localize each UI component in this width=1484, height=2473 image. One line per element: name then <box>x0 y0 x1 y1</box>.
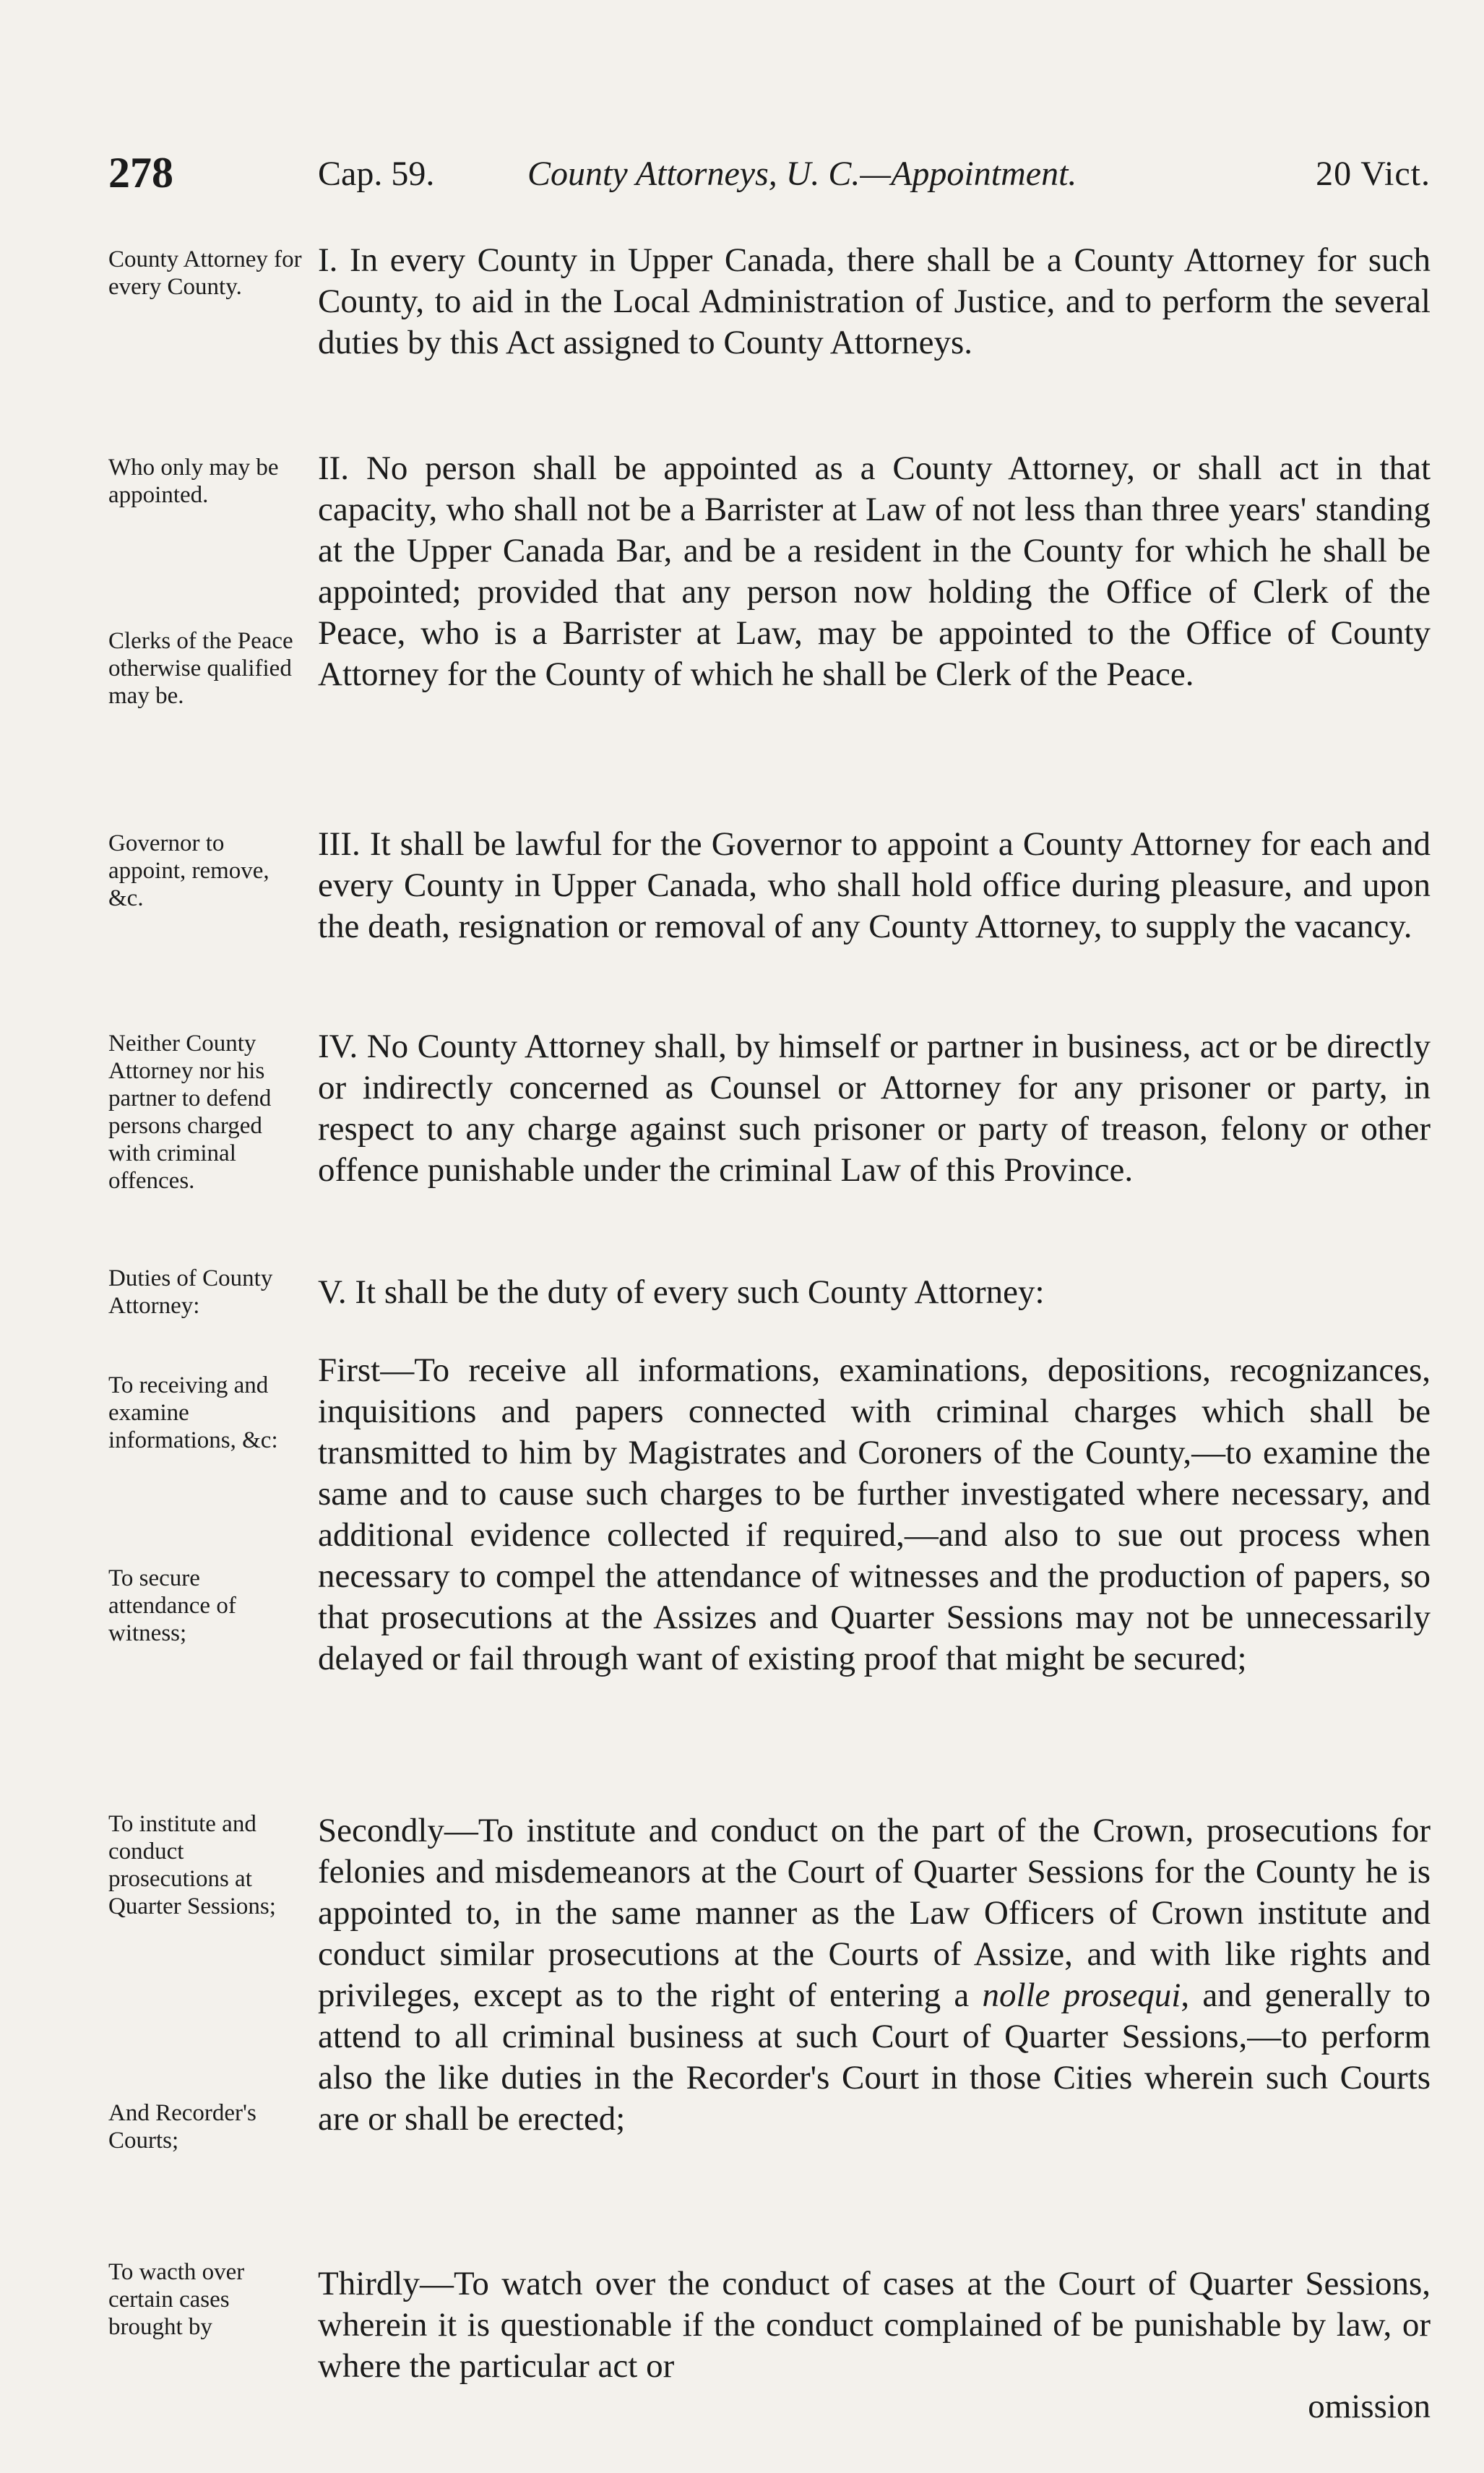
marginal-note: To secure attendance of witness; <box>108 1565 236 1646</box>
duty-second <box>318 1810 1431 2140</box>
marginal-note: Clerks of the Peace otherwise qualified may be. <box>108 628 293 709</box>
marginal-note: Governor to appoint, remove, &c. <box>108 830 269 911</box>
marginal-note: To wacth over certain cases brought by <box>108 2259 245 2340</box>
nolle-prosequi: nolle prosequi <box>982 1977 1181 2014</box>
page-number: 278 <box>108 149 173 197</box>
chapter-label: Cap. 59. <box>318 155 435 193</box>
duty-second-text-b: , and generally to attend to all criminal business at such Court of Quarter Sessions,—to perform also the like duties in the Recorder's Court in those Cities wherein such Courts are or shall be erected; <box>318 1977 1431 2138</box>
running-title: County Attorneys, U. C.—Appointment. <box>527 155 1077 193</box>
duty-second-text-a: Secondly—To institute and conduct on the part of the Crown, prosecutions for felonies and misdemeanors at the Court of Quarter Sessions for the County he is appointed to, in the same manner as the Law Officers of Crown institute and conduct similar prosecutions at the Courts of Assize, and with like rights and privileges, except as to the right of entering a <box>318 1812 1431 2014</box>
marginal-note: Who only may be appointed. <box>108 455 279 508</box>
section-3: III. It shall be lawful for the Governor to appoint a County Attorney for each and every County in Upper Canada, who shall hold office during pleasure, and upon the death, resignation or removal of any County Attorney, to supply the vacancy. <box>318 825 1431 945</box>
marginal-note: County Attorney for every County. <box>108 246 302 300</box>
marginal-note: To receiving and examine informations, &c: <box>108 1372 278 1453</box>
catchword: omission <box>1308 2388 1431 2425</box>
section-4: IV. No County Attorney shall, by himself or partner in business, act or be directly or indirectly concerned as Counsel or Attorney for any prisoner or party, in respect to any charge against such prisoner or party of treason, felony or other offence punishable under the criminal Law of this Province. <box>318 1028 1431 1189</box>
duty-first: First—To receive all informations, examinations, depositions, recognizances, inquisitions and papers connected with criminal charges which shall be transmitted to him by Magistrates and Coroners of the County,—to examine the same and to cause such charges to be further investigated where necessary, and additional evidence collected if required,—and also to sue out process when necessary to compel the attendance of witnesses and the production of papers, so that prosecutions at the Assizes and Quarter Sessions may not be unnecessarily delayed or fail through want of existing proof that might be secured; <box>318 1351 1431 1677</box>
marginal-note: And Recorder's Courts; <box>108 2100 256 2154</box>
section-2: II. No person shall be appointed as a County Attorney, or shall act in that capacity, who shall not be a Barrister at Law of not less than three years' standing at the Upper Canada Bar, and be a resident in the County for which he shall be appointed; provided that any person now holding the Office of Clerk of the Peace, who is a Barrister at Law, may be appointed to the Office of County Attorney for the County of which he shall be Clerk of the Peace. <box>318 450 1431 693</box>
marginal-note: To institute and conduct prosecutions at Quarter Sessions; <box>108 1811 276 1919</box>
marginal-note: Duties of County Attorney: <box>108 1265 273 1319</box>
section-5: V. It shall be the duty of every such County Attorney: <box>318 1273 1045 1311</box>
running-header <box>108 148 1431 206</box>
duty-third: Thirdly—To watch over the conduct of cases at the Court of Quarter Sessions, wherein it is questionable if the conduct complained of be punishable by law, or where the particular act or <box>318 2265 1431 2385</box>
regnal-year: 20 Vict. <box>1316 155 1431 193</box>
marginal-note: Neither County Attorney nor his partner to defend persons charged with criminal offences. <box>108 1031 272 1194</box>
section-1: I. In every County in Upper Canada, there shall be a County Attorney for such County, to aid in the Local Administration of Justice, and to perform the several duties by this Act assigned to County Attorneys. <box>318 241 1431 361</box>
